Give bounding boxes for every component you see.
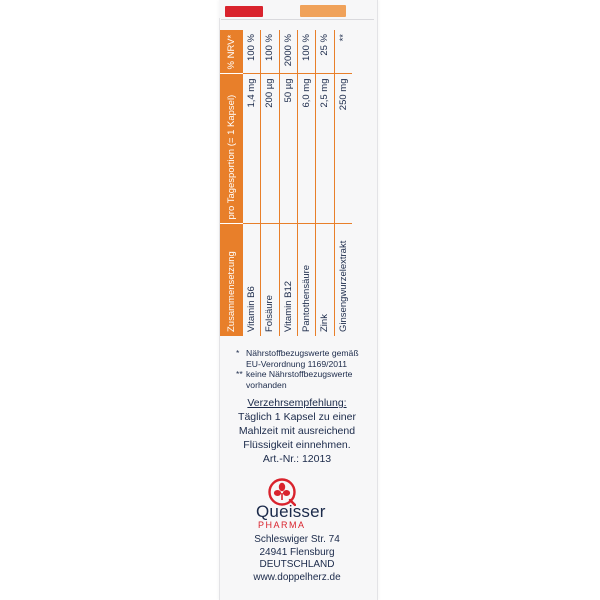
header-amount: pro Tagesportion (= 1 Kapsel) [220, 74, 243, 224]
ingredient-nrv: ** [337, 34, 349, 42]
table-row [243, 30, 261, 336]
ingredient-amount: 6,0 mg [297, 74, 315, 224]
footnote-mark: * [236, 348, 240, 358]
ingredient-amount: 1,4 mg [243, 74, 261, 224]
address-website: www.doppelherz.de [253, 571, 341, 583]
nutrition-table [220, 30, 352, 336]
flap-orange-stripe [300, 5, 346, 17]
ingredient-nrv: 100 % [261, 30, 279, 74]
flap-fold-line [221, 19, 374, 20]
ingredient-name: Vitamin B12 [279, 224, 297, 336]
address-street: Schleswiger Str. 74 [254, 534, 340, 545]
ingredient-name: Ginsengwurzelextrakt [334, 224, 352, 336]
dosage-title: Verzehrsempfehlung: [247, 397, 347, 409]
footnote [236, 369, 371, 390]
ingredient-amount: 200 µg [261, 74, 279, 224]
article-number: Art.-Nr.: 12013 [262, 453, 332, 465]
nutrition-table-rotated [220, 30, 352, 336]
footnote-text: Nährstoffbezugswerte gemäß EU-Verordnung 1169/2011 [246, 348, 359, 369]
flap-red-stripe [225, 6, 263, 17]
brand-subtitle: PHARMA [258, 520, 306, 530]
ingredient-name: Zink [316, 224, 334, 336]
footnote-mark: ** [236, 369, 243, 379]
dosage-text: Täglich 1 Kapsel zu einer Mahlzeit mit ausreichend Flüssigkeit einnehmen. [238, 411, 356, 451]
header-ingredient: Zusammensetzung [220, 224, 243, 336]
ingredient-nrv: 100 % [297, 30, 315, 74]
ingredient-amount: 250 mg [334, 74, 352, 224]
ingredient-name: Vitamin B6 [243, 224, 261, 336]
table-row [279, 30, 297, 336]
ingredient-amount: 2,5 mg [316, 74, 334, 224]
footnotes [236, 348, 371, 390]
address-country: DEUTSCHLAND [259, 559, 335, 570]
table-row [334, 30, 352, 336]
brand-name: Queisser [256, 502, 326, 521]
footnote-text: keine Nährstoffbezugswerte vorhanden [246, 369, 353, 390]
ingredient-amount: 50 µg [279, 74, 297, 224]
header-nrv: % NRV* [220, 30, 243, 74]
brand-block [256, 502, 366, 530]
footnote [236, 348, 371, 369]
table-row [316, 30, 334, 336]
ingredient-nrv: 25 % [316, 30, 334, 74]
ingredient-nrv: 100 % [243, 30, 261, 74]
ingredient-name: Pantothensäure [297, 224, 315, 336]
ingredient-name: Folsäure [261, 224, 279, 336]
table-row [297, 30, 315, 336]
manufacturer-address [222, 534, 372, 584]
dosage-block [222, 396, 372, 466]
ingredient-nrv: 2000 % [279, 30, 297, 74]
table-row [261, 30, 279, 336]
table-header-row [220, 30, 243, 336]
address-city: 24941 Flensburg [259, 546, 335, 558]
